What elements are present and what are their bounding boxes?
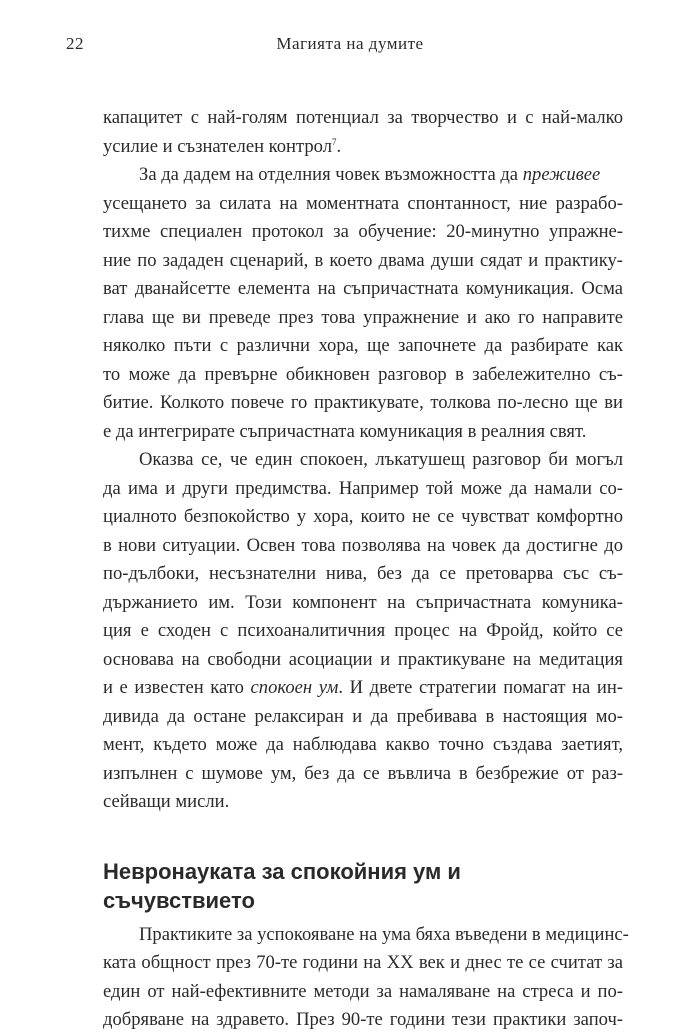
text-line: изпълнен с шумове ум, без да се въвлича в безбрежие от раз- [103, 762, 623, 784]
text-line: да има и други предимства. Например той може да намали со- [103, 477, 623, 499]
text-line: битие. Колкото повече го практикувате, толкова по-лесно ще ви [103, 392, 623, 413]
text-line: то може да превърне обикновен разговор в забележително съ- [103, 363, 623, 385]
text-line: дивида да остане релаксиран и да пребивава в настоящия мо- [103, 705, 623, 727]
text-line: добряване на здравето. През 90-те години тези практики започ- [103, 1009, 623, 1030]
text-line: ката общност през 70-те години на XX век и днес те се считат за [103, 952, 623, 973]
text-line: ция е сходен с психоаналитичния процес на Фройд, който се [103, 620, 623, 641]
text-line: ние по зададен сценарий, в което двама души сядат и практику- [103, 249, 623, 271]
body-text [103, 104, 629, 1035]
italic-term: спокоен ум [250, 677, 339, 698]
text-line: глава ще ви преведе през това упражнение и ако го направите [103, 306, 623, 328]
text-line: Практиките за успокояване на ума бяха въведени в медицинс- [139, 923, 629, 945]
text-line: в нови ситуации. Освен това позволява на човек да достигне до [103, 534, 623, 556]
page-number: 22 [66, 34, 84, 53]
text-line: сейващи мисли. [103, 791, 230, 812]
paragraph-1 [103, 104, 623, 161]
text-line: държанието им. Този компонент на съпричастната комуника- [103, 591, 623, 613]
paragraph-2 [103, 161, 623, 446]
text-line: и е известен като спокоен ум. И двете стратегии помагат на ин- [103, 677, 623, 698]
section-heading-line: Невронауката за спокойния ум и [103, 858, 461, 884]
text-line: тихме специален протокол за обучение: 20-минутно упражне- [103, 221, 623, 242]
text-line: един от най-ефективните методи за намаляване на стреса и по- [103, 980, 623, 1002]
text-line: За да дадем на отделния човек възможността да преживее [139, 164, 601, 185]
text-line: усещането за силата на моментната спонтанност, ние разрабо- [103, 192, 623, 214]
text-line: няколко пъти с различни хора, ще започнете да разбирате как [103, 335, 623, 356]
footnote-ref[interactable]: 7 [332, 136, 337, 147]
text-line: е да интегрирате съпричастната комуникация в реалния свят. [103, 420, 587, 442]
section-heading-line: съчувствието [103, 887, 255, 913]
text-line: циалното безпокойство у хора, които не се чувстват комфортно [103, 506, 623, 527]
section-heading [103, 857, 623, 915]
text-line: усилие и съзнателен контрол$^7$. [103, 135, 342, 157]
paragraph-4 [103, 921, 629, 1035]
text-line: по-дълбоки, несъзнателни нива, без да се претоварва със съ- [103, 563, 623, 584]
paragraph-3 [103, 446, 623, 817]
text-line: мент, където може да наблюдава какво точно създава заетият, [103, 734, 623, 755]
text-line: Оказва се, че един спокоен, лъкатушещ разговор би могъл [139, 449, 623, 470]
text-line: ват дванайсетте елемента на съпричастната комуникация. Осма [103, 278, 623, 299]
text-line: капацитет с най-голям потенциал за творчество и с най-малко [103, 107, 623, 128]
text-line: основава на свободни асоциации и практикуване на медитация [103, 648, 623, 670]
running-title: Магията на думите [276, 34, 424, 53]
italic-term: преживее [522, 164, 601, 185]
